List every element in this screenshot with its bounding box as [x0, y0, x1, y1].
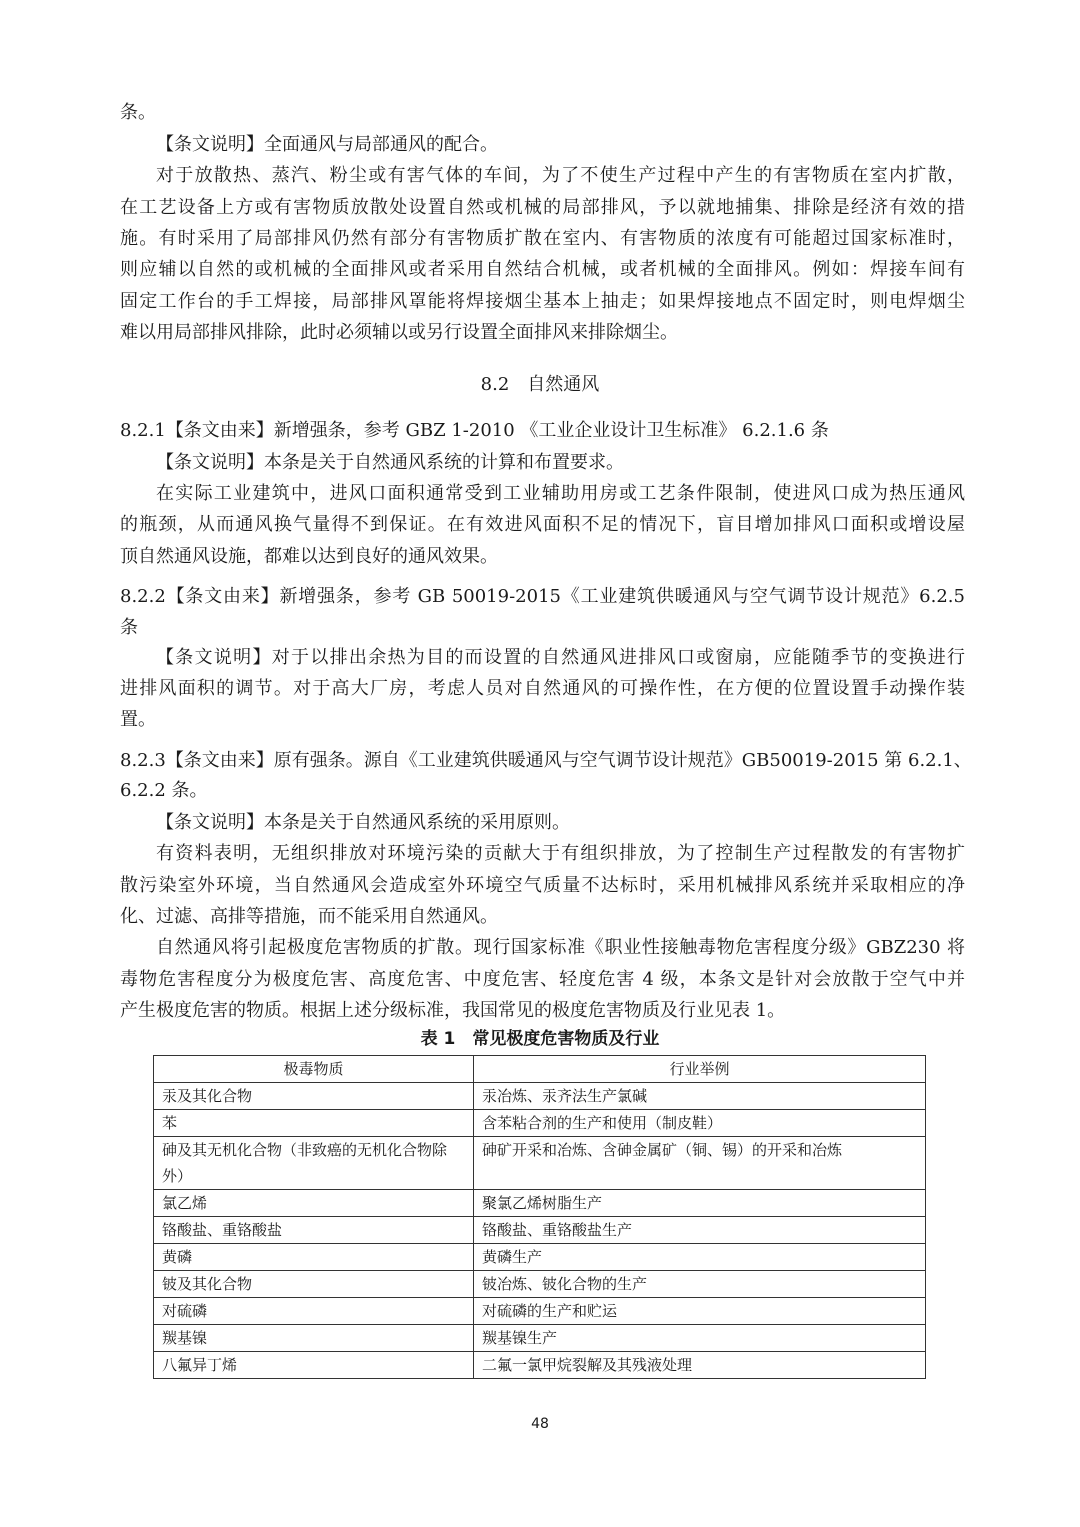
table-cell: 铍及其化合物 — [154, 1271, 474, 1298]
section-heading: 8.2 自然通风 — [480, 374, 600, 395]
table-row — [154, 1271, 926, 1298]
table-cell: 铍冶炼、铍化合物的生产 — [474, 1271, 926, 1298]
table-row — [154, 1137, 926, 1190]
text-line: 【条文说明】本条是关于自然通风系统的采用原则。 — [156, 812, 570, 833]
table-row — [154, 1352, 926, 1379]
page-number: 48 — [531, 1416, 549, 1432]
table-cell: 含苯粘合剂的生产和使用（制皮鞋） — [474, 1110, 926, 1137]
table-row — [154, 1298, 926, 1325]
table-cell: 砷矿开采和冶炼、含砷金属矿（铜、锡）的开采和冶炼 — [474, 1137, 926, 1190]
table-cell: 八氟异丁烯 — [154, 1352, 474, 1379]
text-line: 【条文说明】本条是关于自然通风系统的计算和布置要求。 — [156, 452, 624, 473]
text-line: 自然通风将引起极度危害物质的扩散。现行国家标准《职业性接触毒物危害程度分级》GBZ230 将 — [156, 937, 965, 958]
text-line: 有资料表明，无组织排放对环境污染的贡献大于有组织排放，为了控制生产过程散发的有害物扩 — [156, 843, 965, 864]
table-cell: 羰基镍 — [154, 1325, 474, 1352]
table-header-row — [154, 1056, 926, 1083]
table-cell: 汞及其化合物 — [154, 1083, 474, 1110]
table-cell: 汞冶炼、汞齐法生产氯碱 — [474, 1083, 926, 1110]
column-header: 行业举例 — [474, 1056, 926, 1083]
text-line: 的瓶颈，从而通风换气量得不到保证。在有效进风面积不足的情况下，盲目增加排风口面积或增设屋 — [120, 514, 965, 535]
table-row — [154, 1244, 926, 1271]
clause-title: 8.2.1【条文由来】新增强条，参考 GBZ 1-2010 《工业企业设计卫生标准》 6.2.1.6 条 — [120, 420, 829, 441]
table-row — [154, 1110, 926, 1137]
table-cell: 苯 — [154, 1110, 474, 1137]
table-cell: 羰基镍生产 — [474, 1325, 926, 1352]
table-cell: 黄磷 — [154, 1244, 474, 1271]
text-line: 难以用局部排风排除，此时必须辅以或另行设置全面排风来排除烟尘。 — [120, 322, 678, 343]
table-cell: 砷及其无机化合物（非致癌的无机化合物除外） — [154, 1137, 474, 1190]
table-cell: 氯乙烯 — [154, 1190, 474, 1217]
text-line: 化、过滤、高排等措施，而不能采用自然通风。 — [120, 906, 498, 927]
table-cell: 对硫磷的生产和贮运 — [474, 1298, 926, 1325]
text-line: 【条文说明】对于以排出余热为目的而设置的自然通风进排风口或窗扇，应能随季节的变换进行 — [156, 647, 965, 668]
text-line: 则应辅以自然的或机械的全面排风或者采用自然结合机械，或者机械的全面排风。例如：焊接车间有 — [120, 259, 965, 280]
table-row — [154, 1325, 926, 1352]
table-row — [154, 1083, 926, 1110]
text-line: 顶自然通风设施，都难以达到良好的通风效果。 — [120, 546, 498, 567]
table-cell: 对硫磷 — [154, 1298, 474, 1325]
text-line: 条。 — [120, 102, 156, 123]
text-line: 置。 — [120, 709, 156, 730]
hazard-table — [153, 1055, 926, 1379]
table-cell: 铬酸盐、重铬酸盐生产 — [474, 1217, 926, 1244]
column-header: 极毒物质 — [154, 1056, 474, 1083]
text-line: 毒物危害程度分为极度危害、高度危害、中度危害、轻度危害 4 级，本条文是针对会放散于空气中并 — [120, 969, 965, 990]
text-line: 施。有时采用了局部排风仍然有部分有害物质扩散在室内、有害物质的浓度有可能超过国家标准时， — [120, 228, 965, 249]
table-caption: 表 1 常见极度危害物质及行业 — [420, 1029, 660, 1049]
clause-title: 8.2.2【条文由来】新增强条，参考 GB 50019-2015《工业建筑供暖通风与空气调节设计规范》6.2.5 — [120, 586, 965, 607]
table-row — [154, 1190, 926, 1217]
text-line: 散污染室外环境，当自然通风会造成室外环境空气质量不达标时，采用机械排风系统并采取相应的净 — [120, 875, 965, 896]
table-cell: 聚氯乙烯树脂生产 — [474, 1190, 926, 1217]
clause-title: 8.2.3【条文由来】原有强条。源自《工业建筑供暖通风与空气调节设计规范》GB50019-2015 第 6.2.1、 — [120, 750, 972, 771]
text-line: 【条文说明】全面通风与局部通风的配合。 — [156, 134, 498, 155]
text-line: 在工艺设备上方或有害物质放散处设置自然或机械的局部排风，予以就地捕集、排除是经济有效的措 — [120, 197, 965, 218]
text-line: 6.2.2 条。 — [120, 780, 208, 801]
text-line: 在实际工业建筑中，进风口面积通常受到工业辅助用房或工艺条件限制，使进风口成为热压通风 — [156, 483, 965, 504]
table-row — [154, 1217, 926, 1244]
text-line: 进排风面积的调节。对于高大厂房，考虑人员对自然通风的可操作性，在方便的位置设置手动操作装 — [120, 678, 965, 699]
table-cell: 二氟一氯甲烷裂解及其残液处理 — [474, 1352, 926, 1379]
text-line: 条 — [120, 617, 138, 638]
table-cell: 铬酸盐、重铬酸盐 — [154, 1217, 474, 1244]
text-line: 固定工作台的手工焊接，局部排风罩能将焊接烟尘基本上抽走；如果焊接地点不固定时，则电焊烟尘 — [120, 291, 965, 312]
text-line: 对于放散热、蒸汽、粉尘或有害气体的车间，为了不使生产过程中产生的有害物质在室内扩散， — [156, 165, 965, 186]
text-line: 产生极度危害的物质。根据上述分级标准，我国常见的极度危害物质及行业见表 1。 — [120, 1000, 786, 1021]
table-cell: 黄磷生产 — [474, 1244, 926, 1271]
